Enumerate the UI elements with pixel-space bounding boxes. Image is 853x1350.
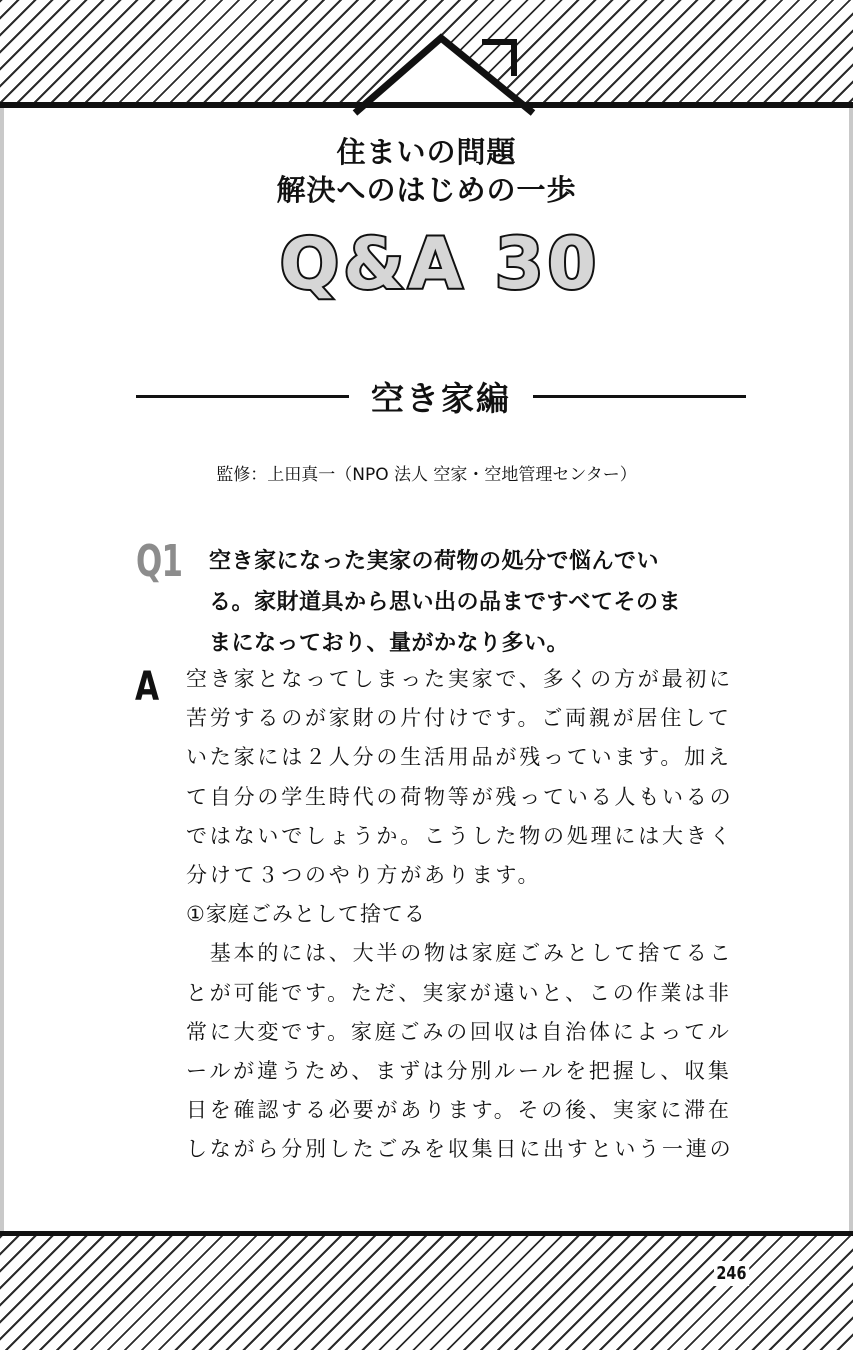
question-line: る。家財道具から思い出の品まですべてそのま [209, 590, 682, 615]
supervisor-credit: 監修：上田真一（NPO 法人 空家・空地管理センター） [216, 465, 637, 485]
answer-line: て自分の学生時代の荷物等が残っている人もいるの [186, 784, 734, 809]
big-title-text: Q&A 30 [279, 223, 601, 302]
question-label: Q1 [136, 536, 183, 587]
section-heading [136, 370, 746, 422]
body-line: しながら分別したごみを収集日に出すという一連の [186, 1137, 734, 1162]
body-line: 基本的には、大半の物は家庭ごみとして捨てるこ [186, 941, 734, 966]
heading-left-rule [136, 395, 349, 398]
answer-line: 苦労するのが家財の片付けです。ご両親が居住して [186, 706, 732, 731]
big-title [0, 218, 853, 302]
house-roof-icon [0, 0, 853, 130]
answer-line: ではないでしょうか。こうした物の処理には大きく [186, 823, 734, 848]
question-text [209, 541, 749, 664]
heading-right-rule [533, 395, 746, 398]
body-line: 日を確認する必要があります。その後、実家に滞在 [186, 1098, 732, 1123]
title-line-1: 住まいの問題 [336, 135, 517, 169]
answer-line: いた家には２人分の生活用品が残っています。加え [186, 745, 732, 770]
answer-label: A [135, 664, 160, 710]
body-line: 常に大変です。家庭ごみの回収は自治体によってル [186, 1019, 732, 1044]
body-line: とが可能です。ただ、実家が遠いと、この作業は非 [186, 980, 732, 1005]
answer-line: 分けて３つのやり方があります。 [186, 863, 542, 888]
section-heading-text: 空き家編 [371, 378, 511, 418]
body-line: ールが違うため、まずは分別ルールを把握し、収集 [186, 1059, 732, 1084]
bottom-hatched-band [0, 1236, 853, 1350]
title-line-2: 解決へのはじめの一歩 [276, 173, 577, 207]
answer-subheading: ①家庭ごみとして捨てる [186, 902, 426, 927]
page-number: 246 [714, 1261, 749, 1286]
answer-text [186, 660, 750, 1170]
question-line: 空き家になった実家の荷物の処分で悩んでい [209, 549, 660, 574]
answer-line: 空き家となってしまった実家で、多くの方が最初に [186, 667, 733, 691]
question-line: まになっており、量がかなり多い。 [209, 631, 570, 656]
